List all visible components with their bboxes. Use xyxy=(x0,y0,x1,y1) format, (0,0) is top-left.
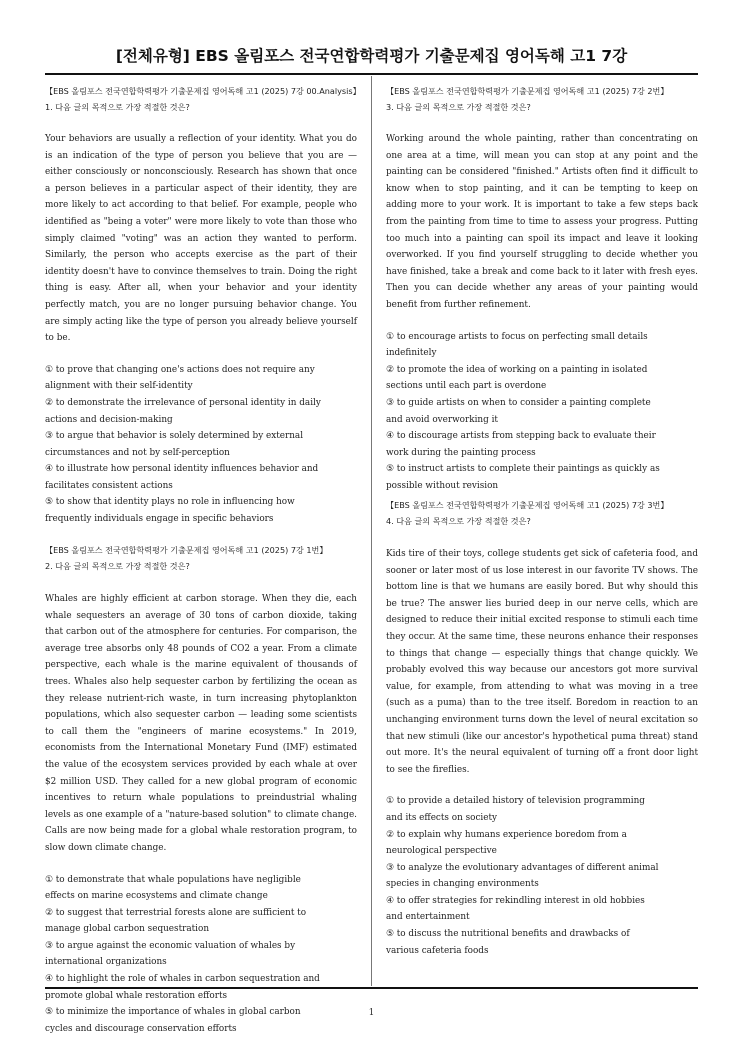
page-number: 1 xyxy=(368,1008,375,1018)
answer-options xyxy=(45,362,357,528)
answer-option-3: ③ to guide artists on when to consider a painting complete and avoid overworking it xyxy=(386,397,651,425)
footer-rule xyxy=(45,987,698,989)
answer-option-2: ② to suggest that terrestrial forests alone are sufficient to manage global carbon sequestration xyxy=(45,907,307,935)
question-passage: Working around the whole painting, rather than concentrating on one area at a time, will mean you can stop at any point and the painting can be considered "finished." Artists often find it difficult to know when to stop painting, and it can be tempting to keep on adding more to your work. It is important to take a few steps back from the painting from time to time to assess your progress. Putting too much into a painting can spoil its impact and leave it looking overworked. If you find yourself struggling to decide whether you have finished, take a break and come back to it later with fresh eyes. Then you can decide whether any areas of your painting would benefit from further refinement. xyxy=(386,134,698,310)
question-passage: Your behaviors are usually a reflection of your identity. What you do is an indication of the type of person you believe that you are — either consciously or nonconsciously. Research has shown that once a person believes in a particular aspect of their identity, they are more likely to act according to that belief. For example, people who identified as "being a voter" were more likely to vote than those who simply claimed "voting" was an action they wanted to perform. Similarly, the person who accepts exercise as the part of their identity doesn't have to convince themselves to train. Doing the right thing is easy. After all, when your behavior and your identity perfectly match, you are no longer pursuing behavior change. You are simply acting like the type of person you already believe yourself to be. xyxy=(45,134,357,344)
question-prompt: 1. 다음 글의 목적으로 가장 적절한 것은? xyxy=(45,101,190,112)
question-source: 【EBS 올림포스 전국연합학력평가 기출문제집 영어독해 고1 (2025) 7강 1번】 xyxy=(45,545,328,555)
title-rule xyxy=(45,73,698,75)
answer-option-5: ⑤ to discuss the nutritional benefits and drawbacks of various cafeteria foods xyxy=(386,929,630,956)
question-3 xyxy=(386,84,698,494)
answer-option-2: ② to demonstrate the irrelevance of personal identity in daily actions and decision-making xyxy=(45,397,321,425)
answer-option-1: ① to provide a detailed history of television programming and its effects on society xyxy=(386,796,645,823)
answer-option-4: ④ to offer strategies for rekindling interest in old hobbies and entertainment xyxy=(386,895,645,923)
question-passage: Kids tire of their toys, college students get sick of cafeteria food, and sooner or later most of us lose interest in our favorite TV shows. The bottom line is that we humans are easily bored. But why should this be true? The answer lies buried deep in our nerve cells, which are designed to reduce their initial excited response to stimuli each time they occur. At the same time, these neurons enhance their responses to things that change — especially things that change quickly. We probably evolved this way because our ancestors got more survival value, for example, from attending to what was moving in a tree (such as a puma) than to the tree itself. Boredom in reaction to an unchanging environment turns down the level of neural excitation so that new stimuli (like our ancestor's hypothetical puma threat) stand out more. It's the neural equivalent of turning off a front door light to see the fireflies. xyxy=(386,549,698,775)
page-title: [전체유형] EBS 올림포스 전국연합학력평가 기출문제집 영어독해 고1 7강 xyxy=(115,47,628,65)
answer-option-3: ③ to analyze the evolutionary advantages of different animal species in changing environments xyxy=(386,862,659,890)
answer-option-5: ⑤ to minimize the importance of whales in global carbon cycles and discourage conservation efforts xyxy=(45,1007,301,1034)
answer-option-3: ③ to argue that behavior is solely determined by external circumstances and not by self-perception xyxy=(45,431,304,458)
answer-option-1: ① to prove that changing one's actions does not require any alignment with their self-identity xyxy=(45,364,315,392)
answer-options xyxy=(386,329,698,495)
answer-option-4: ④ to discourage artists from stepping back to evaluate their work during the painting process xyxy=(386,431,656,458)
question-source: 【EBS 올림포스 전국연합학력평가 기출문제집 영어독해 고1 (2025) 7강 00.Analysis】 xyxy=(45,86,361,96)
answer-option-1: ① to encourage artists to focus on perfecting small details indefinitely xyxy=(386,331,648,359)
answer-option-5: ⑤ to instruct artists to complete their paintings as quickly as possible without revision xyxy=(386,464,660,491)
question-prompt: 2. 다음 글의 목적으로 가장 적절한 것은? xyxy=(45,560,190,571)
question-passage: Whales are highly efficient at carbon storage. When they die, each whale sequesters an average of 30 tons of carbon dioxide, taking that carbon out of the atmosphere for centuries. For comparison, the average tree absorbs only 48 pounds of CO2 a year. From a climate perspective, each whale is the marine equivalent of thousands of trees. Whales also help sequester carbon by fertilizing the ocean as they release nutrient-rich waste, in turn increasing phytoplankton populations, which also sequester carbon — leading some scientists to call them the "engineers of marine ecosystems." In 2019, economists from the International Monetary Fund (IMF) estimated the value of the ecosystem services provided by each whale at over $2 million USD. They called for a new global program of economic incentives to return whale populations to preindustrial whaling levels as one example of a "nature-based solution" to climate change. Calls are now being made for a global whale restoration program, to slow down climate change. xyxy=(45,594,357,853)
question-4 xyxy=(386,498,698,959)
question-source: 【EBS 올림포스 전국연합학력평가 기출문제집 영어독해 고1 (2025) 7강 2번】 xyxy=(386,86,669,96)
answer-option-4: ④ to illustrate how personal identity influences behavior and facilitates consistent actions xyxy=(45,464,319,491)
answer-option-2: ② to promote the idea of working on a painting in isolated sections until each part is overdone xyxy=(386,364,648,392)
answer-option-1: ① to demonstrate that whale populations have negligible effects on marine ecosystems and climate change xyxy=(45,874,301,902)
question-1 xyxy=(45,84,361,528)
column-divider xyxy=(371,76,372,986)
question-prompt: 4. 다음 글의 목적으로 가장 적절한 것은? xyxy=(386,515,531,526)
question-2 xyxy=(45,543,357,1037)
answer-option-5: ⑤ to show that identity plays no role in influencing how frequently individuals engage in specific behaviors xyxy=(45,497,295,525)
question-source: 【EBS 올림포스 전국연합학력평가 기출문제집 영어독해 고1 (2025) 7강 3번】 xyxy=(386,500,669,510)
answer-options xyxy=(386,793,698,959)
answer-option-4: ④ to highlight the role of whales in carbon sequestration and promote global whale restoration efforts xyxy=(45,974,320,1001)
answer-option-2: ② to explain why humans experience boredom from a neurological perspective xyxy=(386,829,627,857)
question-prompt: 3. 다음 글의 목적으로 가장 적절한 것은? xyxy=(386,101,531,112)
answer-option-3: ③ to argue against the economic valuation of whales by international organizations xyxy=(45,940,296,968)
